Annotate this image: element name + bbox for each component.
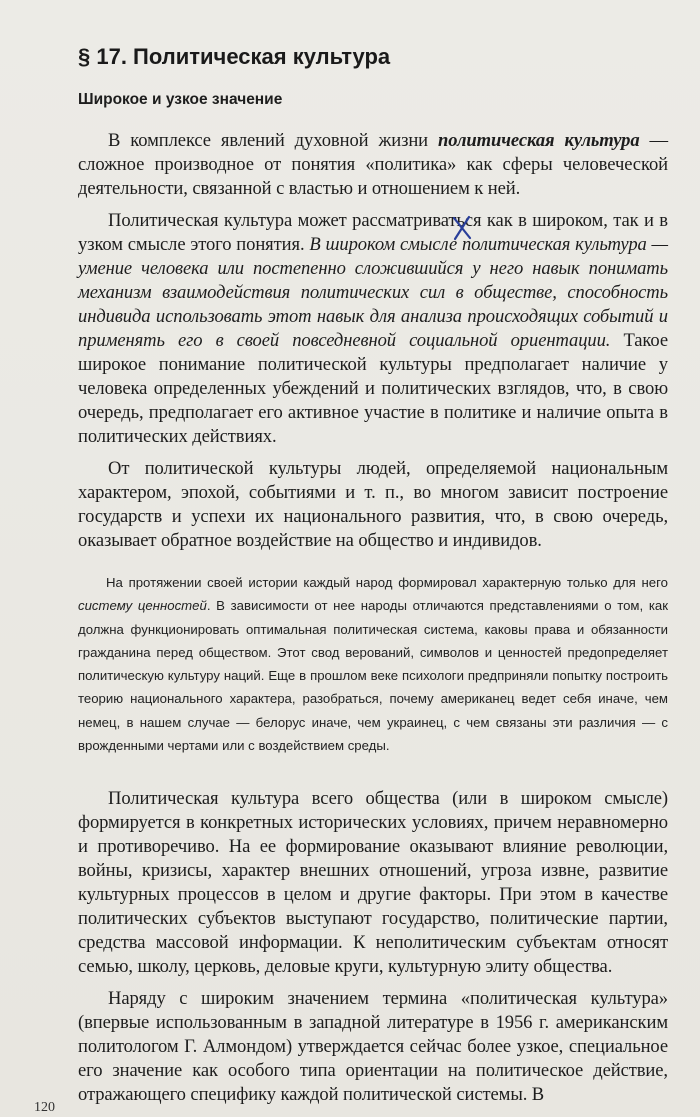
paragraph-2	[78, 209, 668, 449]
p2-definition-italic: В широком смысле политическая культура — умение человека или постепенно сложившийся у него навык понимать механизм взаимодействия политических сил в обществе, способность индивида использовать этот навык для анализа происходящих событий и применять его в своей повседневной социальной ориентации.	[78, 234, 668, 351]
paragraph-4: Политическая культура всего общества (или в широком смысле) формируется в конкретных исторических условиях, причем неравномерно и противоречиво. На ее формирование оказывают влияние революции, войны, кризисы, характер внешних отношений, угроза извне, развитие культурных процессов в целом и другие факторы. При этом в качестве политических субъектов выступают государство, политические партии, средства массовой информации. К неполитическим субъектам относят семью, школу, церковь, деловые круги, культурную элиту общества.	[78, 788, 668, 978]
term-value-system: систему ценностей	[78, 598, 207, 614]
term-political-culture: политическая культура	[438, 130, 640, 151]
p1-text-c: — сложное производное от понятия «политика» как сферы человеческой деятельности, связанной с властью и отношением к ней.	[78, 130, 668, 199]
subsection-heading: Широкое и узкое значение	[78, 91, 283, 108]
p2-text-c: Такое широкое понимание политической культуры предполагает наличие у человека определенных убеждений и политических взглядов, что, в свою очередь, предполагает его активное участие в политике и наличие опыта в политических действиях.	[78, 330, 668, 447]
paragraph-1	[78, 129, 668, 201]
paragraph-5: Наряду с широким значением термина «политическая культура» (впервые использованным в западной литературе в 1956 г. американским политологом Г. Алмондом) утверждается сейчас более узкое, специальное его значение как особого типа ориентации на политическое действие, отражающего специфику каждой политической системы. В	[78, 988, 668, 1106]
page-content	[78, 42, 668, 1107]
page-number: 120	[34, 1100, 55, 1115]
paragraph-3: От политической культуры людей, определяемой национальным характером, эпохой, событиями и т. п., во многом зависит построение государств и успехи их национального развития, что, в свою очередь, оказывает обратное воздействие на общество и индивидов.	[78, 458, 668, 551]
small-text-c: . В зависимости от нее народы отличаются представлениями о том, как должна функционировать оптимальная политическая система, каковы права и обязанности гражданина перед обществом. Этот свод верований, символов и ценностей предопределяет политическую культуру наций. Еще в прошлом веке психологи предприняли попытку построить теорию национального характера, разобраться, почему американец ведет себя иначе, чем немец, в нашем случае — белорус иначе, чем украинец, с чем связаны эти различия — с врожденными чертами или с воздействием среды.	[78, 598, 668, 754]
section-heading: § 17. Политическая культура	[78, 44, 391, 69]
small-print-block	[78, 571, 668, 757]
small-text-a: На протяжении своей истории каждый народ формировал характерную только для него	[106, 575, 668, 590]
p1-text-a: В комплексе явлений духовной жизни	[108, 130, 438, 151]
pen-correction-mark-icon	[451, 215, 473, 241]
p2-text-a: Политическая культура может рассматриваться как в широком, так и в узком смысле этого понятия.	[78, 210, 668, 255]
